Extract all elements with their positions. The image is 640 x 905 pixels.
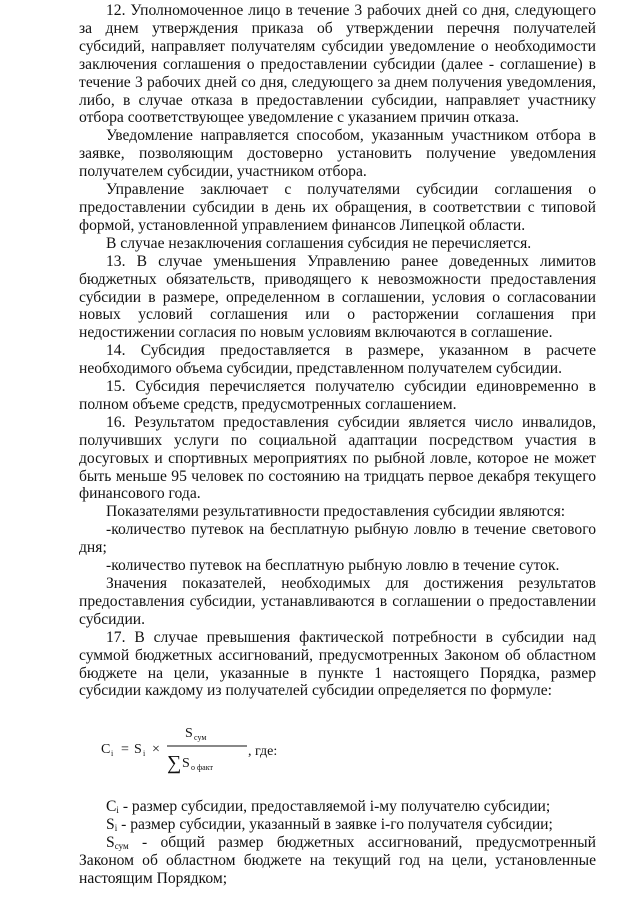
paragraph-12-no-agreement: В случае незаключения соглашения субсидия не перечисляется.: [106, 234, 532, 252]
definition-si-subscript: i: [114, 823, 118, 834]
paragraph-12-agreement: Управление заключает с получателями субсидии соглашения о предоставлении субсидии в день их обращения, в соответствии с типовой формой, установленной управлением финансов Липецкой области.: [79, 181, 596, 234]
document-body: [79, 2, 596, 888]
formula-graphic: [101, 714, 301, 784]
paragraph-15: 15. Субсидия перечисляется получателю субсидии единовременно в полном объеме средств, предусмотренных соглашением.: [79, 378, 596, 413]
definition-ssum-subscript: сум: [114, 841, 129, 852]
paragraph-12-notification: Уведомление направляется способом, указанным участником отбора в заявке, позволяющим достоверно установить получение уведомления получателем субсидии, участником отбора.: [79, 127, 596, 181]
paragraph-14: 14. Субсидия предоставляется в размере, указанном в расчете необходимого объема субсидии, представленном получателем субсидии.: [79, 342, 596, 378]
formula-suffix: , где:: [248, 744, 278, 760]
formula-numerator-sub: сум: [194, 733, 207, 743]
definition-ssum: [79, 834, 596, 888]
paragraph-16-item-1: -количество путевок на бесплатную рыбную ловлю в течение светового дня;: [79, 521, 596, 557]
definition-si-text: - размер субсидии, указанный в заявке i-го получателя субсидии;: [117, 816, 553, 834]
formula-numerator: S: [185, 726, 193, 742]
formula-denominator-sub: o факт: [191, 763, 214, 773]
paragraph-16-values: Значения показателей, необходимых для достижения результатов предоставления субсидии, устанавливаются в соглашении о предоставлении субсидии.: [79, 575, 596, 628]
definition-ci-text: - размер субсидии, предоставляемой i-му получателю субсидии;: [118, 798, 551, 816]
formula-s-sub: i: [143, 749, 146, 759]
paragraph-12: 12. Уполномоченное лицо в течение 3 рабочих дней со дня, следующего за днем утверждения приказа об утверждении перечня получателей субсидий, направляет получателям субсидии уведомление о необходимости заключения соглашения о предоставлении субсидии (далее - соглашение) в течение 3 рабочих дней со дня, следующего за днем получения уведомления, либо, в случае отказа в предоставлении субсидии, направляет участнику отбора соответствующее уведомление с указанием причин отказа.: [79, 2, 596, 127]
definition-ssum-text: - общий размер бюджетных ассигнований, предусмотренный Законом об областном бюджете на текущий год на цели, установленные настоящим Порядком;: [79, 834, 596, 887]
formula-lhs: C: [101, 742, 111, 758]
definition-ci-symbol: C: [106, 798, 117, 816]
paragraph-13: 13. В случае уменьшения Управлению ранее доведенных лимитов бюджетных обязательств, приводящего к невозможности предоставления субсидии в размере, определенном в соглашении, условия о согласовании новых условий соглашения или о расторжении соглашения при недостижении согласия по новым условиям включаются в соглашение.: [79, 252, 596, 342]
formula-denominator: S: [182, 756, 190, 772]
definition-si-symbol: S: [106, 816, 115, 834]
paragraph-16-indicators: Показателями результативности предоставления субсидии являются:: [106, 503, 566, 521]
paragraph-16-item-2: -количество путевок на бесплатную рыбную ловлю в течение суток.: [106, 557, 560, 575]
formula-times: ×: [152, 742, 160, 758]
paragraph-17: 17. В случае превышения фактической потребности в субсидии над суммой бюджетных ассигнований, предусмотренных Законом об областном бюджете на цели, указанные в пункте 1 настоящего Порядка, размер субсидии каждому из получателей субсидии определяется по формуле:: [79, 628, 596, 700]
subsidy-formula: [79, 714, 596, 784]
formula-equals: =: [121, 742, 129, 758]
definition-ci-subscript: i: [116, 805, 119, 816]
definition-ci: [79, 798, 596, 816]
paragraph-16: 16. Результатом предоставления субсидии является число инвалидов, получивших услуги по социальной адаптации посредством участия в досуговых и спортивных мероприятиях по рыбной ловле, которое не может быть меньше 95 человек по состоянию на тридцать первое декабря текущего финансового года.: [79, 413, 596, 503]
definition-si: [79, 816, 596, 834]
formula-s: S: [134, 742, 142, 758]
formula-lhs-sub: i: [111, 749, 114, 759]
formula-sum-sign: ∑: [167, 752, 182, 775]
definition-ssum-symbol: S: [106, 834, 115, 852]
